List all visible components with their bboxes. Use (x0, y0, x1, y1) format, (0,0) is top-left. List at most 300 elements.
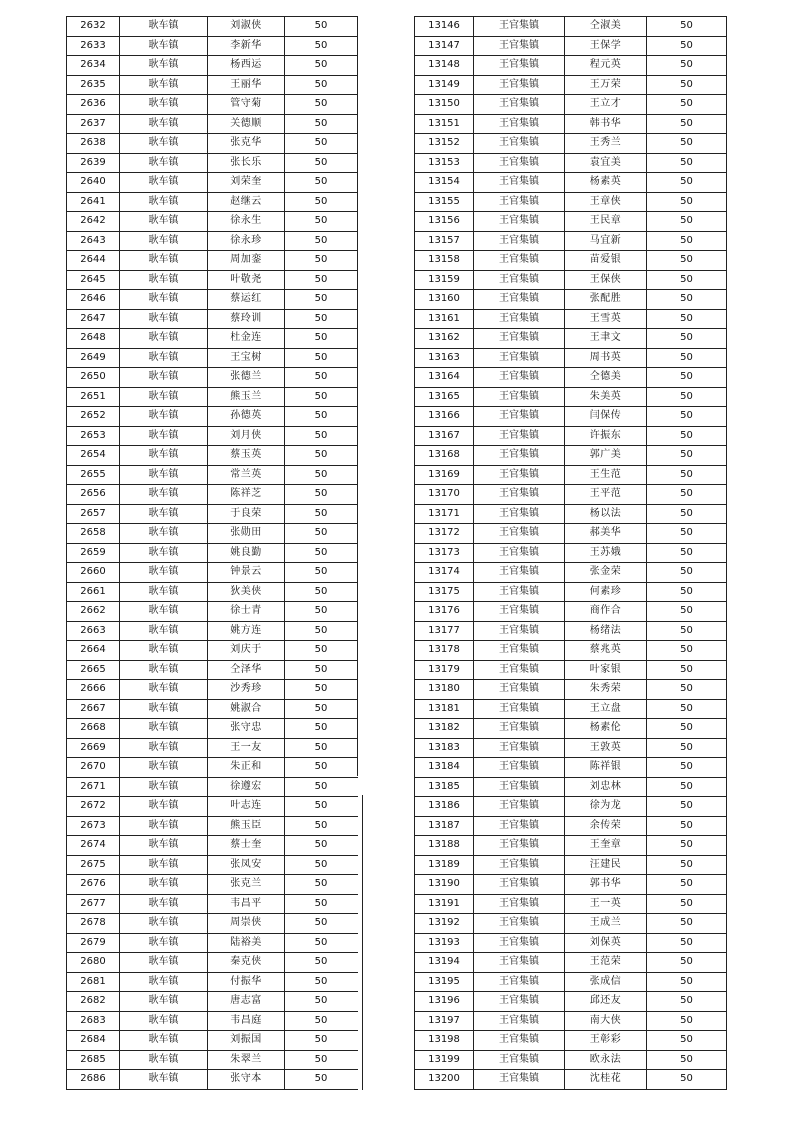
table-row (67, 738, 358, 758)
name-cell: 张配胜 (565, 290, 647, 310)
name-cell: 苗爱银 (565, 251, 647, 271)
serial-number-cell: 13156 (415, 212, 474, 232)
town-cell: 耿车镇 (120, 875, 208, 895)
serial-number-cell: 13148 (415, 56, 474, 76)
town-cell: 耿车镇 (120, 387, 208, 407)
town-cell: 耿车镇 (120, 192, 208, 212)
amount-cell: 50 (285, 1031, 358, 1051)
name-cell: 郝美华 (565, 524, 647, 544)
table-row (67, 426, 358, 446)
name-cell: 朱美英 (565, 387, 647, 407)
name-cell: 管守菊 (208, 95, 285, 115)
table-row (67, 114, 358, 134)
town-cell: 王官集镇 (474, 348, 565, 368)
amount-cell: 50 (647, 816, 727, 836)
town-cell: 王官集镇 (474, 407, 565, 427)
town-cell: 耿车镇 (120, 251, 208, 271)
name-cell: 汪建民 (565, 855, 647, 875)
amount-cell: 50 (285, 231, 358, 251)
table-row (67, 699, 358, 719)
amount-cell: 50 (285, 290, 358, 310)
town-cell: 耿车镇 (120, 680, 208, 700)
table-row (415, 524, 727, 544)
name-cell: 朱翠兰 (208, 1050, 285, 1070)
serial-number-cell: 13159 (415, 270, 474, 290)
table-row (415, 680, 727, 700)
serial-number-cell: 13171 (415, 504, 474, 524)
name-cell: 常兰英 (208, 465, 285, 485)
name-cell: 张成信 (565, 972, 647, 992)
name-cell: 邱还友 (565, 992, 647, 1012)
amount-cell: 50 (647, 699, 727, 719)
town-cell: 王官集镇 (474, 1011, 565, 1031)
name-cell: 张守忠 (208, 719, 285, 739)
amount-cell: 50 (647, 36, 727, 56)
town-cell: 王官集镇 (474, 17, 565, 37)
amount-cell: 50 (285, 1050, 358, 1070)
serial-number-cell: 13163 (415, 348, 474, 368)
table-row (67, 602, 358, 622)
amount-cell: 50 (285, 387, 358, 407)
town-cell: 王官集镇 (474, 621, 565, 641)
serial-number-cell: 2643 (67, 231, 120, 251)
town-cell: 王官集镇 (474, 134, 565, 154)
serial-number-cell: 13198 (415, 1031, 474, 1051)
serial-number-cell: 13150 (415, 95, 474, 115)
table-row (67, 36, 358, 56)
serial-number-cell: 2684 (67, 1031, 120, 1051)
name-cell: 王一英 (565, 894, 647, 914)
town-cell: 王官集镇 (474, 758, 565, 778)
amount-cell: 50 (285, 797, 358, 817)
table-row (67, 914, 358, 934)
name-cell: 蔡运红 (208, 290, 285, 310)
serial-number-cell: 13149 (415, 75, 474, 95)
table-row (415, 212, 727, 232)
town-cell: 耿车镇 (120, 426, 208, 446)
town-cell: 王官集镇 (474, 309, 565, 329)
town-cell: 耿车镇 (120, 602, 208, 622)
town-cell: 耿车镇 (120, 75, 208, 95)
name-cell: 徐为龙 (565, 797, 647, 817)
name-cell: 狄美侠 (208, 582, 285, 602)
name-cell: 闫保传 (565, 407, 647, 427)
table-row (67, 719, 358, 739)
name-cell: 姚方连 (208, 621, 285, 641)
serial-number-cell: 13190 (415, 875, 474, 895)
name-cell: 许振东 (565, 426, 647, 446)
serial-number-cell: 13168 (415, 446, 474, 466)
amount-cell: 50 (647, 251, 727, 271)
town-cell: 王官集镇 (474, 114, 565, 134)
town-cell: 耿车镇 (120, 1011, 208, 1031)
amount-cell: 50 (285, 836, 358, 856)
name-cell: 刘忠林 (565, 777, 647, 797)
name-cell: 王保侠 (565, 270, 647, 290)
serial-number-cell: 2639 (67, 153, 120, 173)
serial-number-cell: 2682 (67, 992, 120, 1012)
name-cell: 熊玉臣 (208, 816, 285, 836)
table-row (67, 972, 358, 992)
table-row (67, 231, 358, 251)
amount-cell: 50 (285, 465, 358, 485)
amount-cell: 50 (285, 563, 358, 583)
serial-number-cell: 2638 (67, 134, 120, 154)
name-cell: 朱正和 (208, 758, 285, 778)
amount-cell: 50 (647, 641, 727, 661)
name-cell: 叶家银 (565, 660, 647, 680)
town-cell: 王官集镇 (474, 797, 565, 817)
table-row (67, 446, 358, 466)
table-row (415, 329, 727, 349)
name-cell: 陆裕美 (208, 933, 285, 953)
amount-cell: 50 (285, 894, 358, 914)
table-row (67, 309, 358, 329)
town-cell: 耿车镇 (120, 816, 208, 836)
town-cell: 王官集镇 (474, 329, 565, 349)
amount-cell: 50 (647, 1070, 727, 1090)
town-cell: 王官集镇 (474, 777, 565, 797)
name-cell: 刘振国 (208, 1031, 285, 1051)
table-row (67, 875, 358, 895)
amount-cell: 50 (647, 992, 727, 1012)
amount-cell: 50 (647, 660, 727, 680)
serial-number-cell: 13174 (415, 563, 474, 583)
amount-cell: 50 (647, 777, 727, 797)
amount-cell: 50 (647, 173, 727, 193)
serial-number-cell: 2634 (67, 56, 120, 76)
amount-cell: 50 (647, 75, 727, 95)
amount-cell: 50 (285, 446, 358, 466)
serial-number-cell: 13162 (415, 329, 474, 349)
town-cell: 耿车镇 (120, 719, 208, 739)
town-cell: 王官集镇 (474, 641, 565, 661)
town-cell: 耿车镇 (120, 95, 208, 115)
amount-cell: 50 (285, 309, 358, 329)
amount-cell: 50 (647, 582, 727, 602)
amount-cell: 50 (285, 17, 358, 37)
town-cell: 耿车镇 (120, 231, 208, 251)
town-cell: 王官集镇 (474, 680, 565, 700)
name-cell: 刘淑侠 (208, 17, 285, 37)
serial-number-cell: 13179 (415, 660, 474, 680)
table-row (67, 680, 358, 700)
amount-cell: 50 (647, 407, 727, 427)
table-row (415, 407, 727, 427)
name-cell: 王彰彩 (565, 1031, 647, 1051)
amount-cell: 50 (647, 1011, 727, 1031)
serial-number-cell: 13175 (415, 582, 474, 602)
name-cell: 何素珍 (565, 582, 647, 602)
left-table-right-rule-lower (362, 795, 363, 1090)
amount-cell: 50 (285, 992, 358, 1012)
name-cell: 陈祥银 (565, 758, 647, 778)
table-row (415, 173, 727, 193)
amount-cell: 50 (285, 36, 358, 56)
town-cell: 王官集镇 (474, 387, 565, 407)
serial-number-cell: 2663 (67, 621, 120, 641)
table-row (415, 816, 727, 836)
table-row (415, 875, 727, 895)
town-cell: 王官集镇 (474, 855, 565, 875)
town-cell: 王官集镇 (474, 504, 565, 524)
serial-number-cell: 2652 (67, 407, 120, 427)
amount-cell: 50 (285, 699, 358, 719)
town-cell: 王官集镇 (474, 36, 565, 56)
serial-number-cell: 2633 (67, 36, 120, 56)
table-row (415, 95, 727, 115)
serial-number-cell: 2637 (67, 114, 120, 134)
serial-number-cell: 13193 (415, 933, 474, 953)
amount-cell: 50 (647, 855, 727, 875)
amount-cell: 50 (285, 816, 358, 836)
name-cell: 沙秀珍 (208, 680, 285, 700)
serial-number-cell: 2661 (67, 582, 120, 602)
serial-number-cell: 13200 (415, 1070, 474, 1090)
town-cell: 耿车镇 (120, 465, 208, 485)
name-cell: 韩书华 (565, 114, 647, 134)
name-cell: 于良荣 (208, 504, 285, 524)
town-cell: 王官集镇 (474, 270, 565, 290)
table-row (415, 972, 727, 992)
amount-cell: 50 (647, 153, 727, 173)
name-cell: 付振华 (208, 972, 285, 992)
amount-cell: 50 (647, 95, 727, 115)
name-cell: 沈桂花 (565, 1070, 647, 1090)
table-row (415, 1070, 727, 1090)
amount-cell: 50 (285, 75, 358, 95)
table-row (67, 251, 358, 271)
table-row (67, 563, 358, 583)
table-row (67, 1050, 358, 1070)
serial-number-cell: 13187 (415, 816, 474, 836)
roster-table-left-body (67, 17, 358, 1090)
town-cell: 耿车镇 (120, 797, 208, 817)
name-cell: 张金荣 (565, 563, 647, 583)
town-cell: 耿车镇 (120, 621, 208, 641)
amount-cell: 50 (647, 426, 727, 446)
name-cell: 韦昌平 (208, 894, 285, 914)
serial-number-cell: 2636 (67, 95, 120, 115)
town-cell: 耿车镇 (120, 777, 208, 797)
serial-number-cell: 2632 (67, 17, 120, 37)
amount-cell: 50 (647, 543, 727, 563)
town-cell: 耿车镇 (120, 582, 208, 602)
table-row (415, 426, 727, 446)
amount-cell: 50 (285, 56, 358, 76)
name-cell: 王范荣 (565, 953, 647, 973)
town-cell: 王官集镇 (474, 836, 565, 856)
town-cell: 耿车镇 (120, 407, 208, 427)
serial-number-cell: 2649 (67, 348, 120, 368)
serial-number-cell: 2671 (67, 777, 120, 797)
amount-cell: 50 (285, 933, 358, 953)
name-cell: 王生范 (565, 465, 647, 485)
serial-number-cell: 13158 (415, 251, 474, 271)
town-cell: 耿车镇 (120, 543, 208, 563)
serial-number-cell: 13173 (415, 543, 474, 563)
serial-number-cell: 2685 (67, 1050, 120, 1070)
name-cell: 王聿文 (565, 329, 647, 349)
table-row (67, 95, 358, 115)
table-row (415, 134, 727, 154)
name-cell: 孙德英 (208, 407, 285, 427)
table-row (415, 992, 727, 1012)
amount-cell: 50 (647, 387, 727, 407)
table-row (67, 953, 358, 973)
serial-number-cell: 2676 (67, 875, 120, 895)
amount-cell: 50 (285, 758, 358, 778)
serial-number-cell: 13160 (415, 290, 474, 310)
serial-number-cell: 13182 (415, 719, 474, 739)
amount-cell: 50 (647, 933, 727, 953)
amount-cell: 50 (285, 602, 358, 622)
amount-cell: 50 (647, 953, 727, 973)
amount-cell: 50 (285, 114, 358, 134)
serial-number-cell: 13192 (415, 914, 474, 934)
town-cell: 耿车镇 (120, 290, 208, 310)
town-cell: 耿车镇 (120, 641, 208, 661)
name-cell: 袁宜美 (565, 153, 647, 173)
name-cell: 刘保英 (565, 933, 647, 953)
town-cell: 王官集镇 (474, 465, 565, 485)
town-cell: 耿车镇 (120, 738, 208, 758)
town-cell: 王官集镇 (474, 699, 565, 719)
name-cell: 蔡兆英 (565, 641, 647, 661)
name-cell: 张德兰 (208, 368, 285, 388)
name-cell: 徐士青 (208, 602, 285, 622)
amount-cell: 50 (285, 348, 358, 368)
town-cell: 耿车镇 (120, 114, 208, 134)
table-row (67, 56, 358, 76)
name-cell: 王章侠 (565, 192, 647, 212)
table-row (415, 738, 727, 758)
serial-number-cell: 2678 (67, 914, 120, 934)
town-cell: 王官集镇 (474, 953, 565, 973)
amount-cell: 50 (285, 212, 358, 232)
amount-cell: 50 (647, 1031, 727, 1051)
serial-number-cell: 2642 (67, 212, 120, 232)
town-cell: 耿车镇 (120, 485, 208, 505)
serial-number-cell: 13186 (415, 797, 474, 817)
amount-cell: 50 (647, 504, 727, 524)
name-cell: 杜金连 (208, 329, 285, 349)
amount-cell: 50 (647, 134, 727, 154)
town-cell: 王官集镇 (474, 485, 565, 505)
name-cell: 王奎章 (565, 836, 647, 856)
town-cell: 耿车镇 (120, 660, 208, 680)
town-cell: 耿车镇 (120, 524, 208, 544)
serial-number-cell: 2680 (67, 953, 120, 973)
amount-cell: 50 (647, 446, 727, 466)
serial-number-cell: 2683 (67, 1011, 120, 1031)
table-row (415, 855, 727, 875)
name-cell: 王一友 (208, 738, 285, 758)
serial-number-cell: 13147 (415, 36, 474, 56)
name-cell: 杨素英 (565, 173, 647, 193)
serial-number-cell: 13195 (415, 972, 474, 992)
amount-cell: 50 (285, 641, 358, 661)
name-cell: 仝泽华 (208, 660, 285, 680)
town-cell: 耿车镇 (120, 855, 208, 875)
serial-number-cell: 2677 (67, 894, 120, 914)
amount-cell: 50 (647, 972, 727, 992)
amount-cell: 50 (285, 1070, 358, 1090)
name-cell: 杨绪法 (565, 621, 647, 641)
name-cell: 张勋田 (208, 524, 285, 544)
amount-cell: 50 (285, 153, 358, 173)
amount-cell: 50 (285, 1011, 358, 1031)
amount-cell: 50 (647, 1050, 727, 1070)
town-cell: 王官集镇 (474, 738, 565, 758)
table-row (415, 309, 727, 329)
serial-number-cell: 13170 (415, 485, 474, 505)
name-cell: 王民章 (565, 212, 647, 232)
serial-number-cell: 2650 (67, 368, 120, 388)
town-cell: 耿车镇 (120, 17, 208, 37)
amount-cell: 50 (647, 465, 727, 485)
name-cell: 欧永法 (565, 1050, 647, 1070)
name-cell: 李新华 (208, 36, 285, 56)
table-row (415, 368, 727, 388)
serial-number-cell: 2651 (67, 387, 120, 407)
table-row (67, 153, 358, 173)
name-cell: 陈祥芝 (208, 485, 285, 505)
serial-number-cell: 2645 (67, 270, 120, 290)
name-cell: 朱秀荣 (565, 680, 647, 700)
name-cell: 郭广美 (565, 446, 647, 466)
name-cell: 徐永珍 (208, 231, 285, 251)
name-cell: 南大侠 (565, 1011, 647, 1031)
name-cell: 叶敬尧 (208, 270, 285, 290)
roster-table-left (66, 16, 358, 1090)
serial-number-cell: 2674 (67, 836, 120, 856)
name-cell: 王平范 (565, 485, 647, 505)
name-cell: 周书英 (565, 348, 647, 368)
town-cell: 耿车镇 (120, 153, 208, 173)
serial-number-cell: 13154 (415, 173, 474, 193)
amount-cell: 50 (647, 875, 727, 895)
name-cell: 徐遵宏 (208, 777, 285, 797)
name-cell: 马宜新 (565, 231, 647, 251)
amount-cell: 50 (647, 17, 727, 37)
amount-cell: 50 (285, 855, 358, 875)
table-row (67, 582, 358, 602)
amount-cell: 50 (285, 660, 358, 680)
amount-cell: 50 (647, 797, 727, 817)
name-cell: 姚淑合 (208, 699, 285, 719)
amount-cell: 50 (647, 602, 727, 622)
amount-cell: 50 (285, 504, 358, 524)
table-row (415, 797, 727, 817)
amount-cell: 50 (285, 543, 358, 563)
name-cell: 王万荣 (565, 75, 647, 95)
town-cell: 耿车镇 (120, 368, 208, 388)
table-row (67, 1031, 358, 1051)
table-row (67, 855, 358, 875)
amount-cell: 50 (647, 212, 727, 232)
town-cell: 王官集镇 (474, 212, 565, 232)
name-cell: 秦克侠 (208, 953, 285, 973)
table-row (67, 504, 358, 524)
serial-number-cell: 2640 (67, 173, 120, 193)
table-row (415, 621, 727, 641)
amount-cell: 50 (647, 290, 727, 310)
amount-cell: 50 (285, 173, 358, 193)
amount-cell: 50 (647, 231, 727, 251)
serial-number-cell: 13167 (415, 426, 474, 446)
table-row (415, 758, 727, 778)
